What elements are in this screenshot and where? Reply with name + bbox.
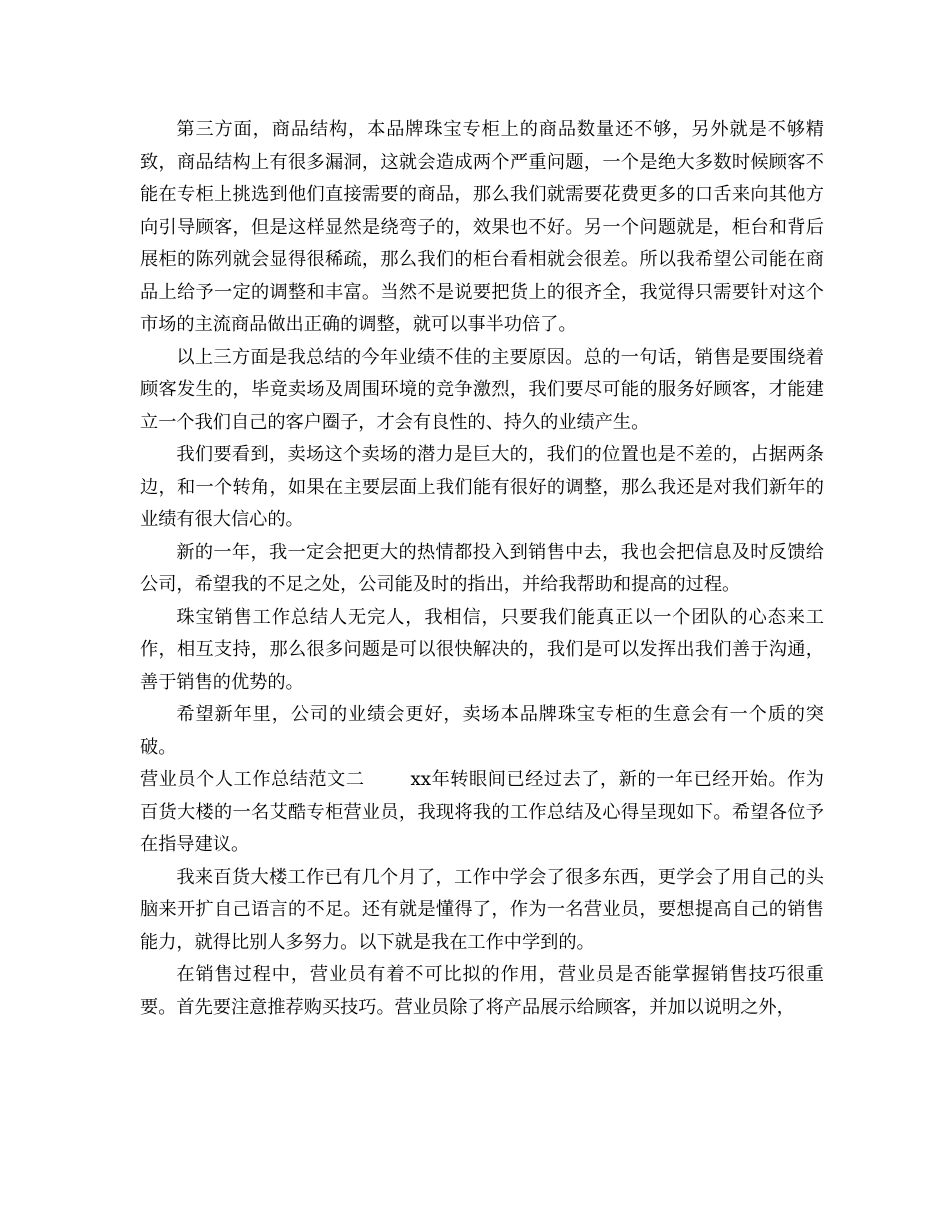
paragraph-new-year-hope: 希望新年里，公司的业绩会更好，卖场本品牌珠宝专柜的生意会有一个质的突破。 [140,704,824,758]
paragraph-teamwork: 珠宝销售工作总结人无完人，我相信，只要我们能真正以一个团队的心态来工作，相互支持，那么很多问题是可以很快解决的，我们是可以发挥出我们善于沟通，善于销售的优势的。 [140,606,824,693]
paragraph-sales-skills: 在销售过程中，营业员有着不可比拟的作用，营业员是否能掌握销售技巧很重要。首先要注意推荐购买技巧。营业员除了将产品展示给顾客，并加以说明之外， [140,964,824,1018]
section-intro-text: xx年转眼间已经过去了，新的一年已经开始。作为百货大楼的一名艾酷专柜营业员，我现将我的工作总结及心得呈现如下。希望各位予在指导建议。 [140,769,824,855]
section-title: 营业员个人工作总结范文二 [140,769,365,790]
document-body [140,114,824,1024]
section-two-intro-paragraph [140,764,824,862]
paragraph-new-year-commitment: 新的一年，我一定会把更大的热情都投入到销售中去，我也会把信息及时反馈给公司，希望我的不足之处，公司能及时的指出，并给我帮助和提高的过程。 [140,541,824,595]
paragraph-learning: 我来百货大楼工作已有几个月了，工作中学会了很多东西，更学会了用自己的头脑来开扩自己语言的不足。还有就是懂得了，作为一名营业员，要想提高自己的销售能力，就得比别人多努力。以下就是我在工作中学到的。 [140,866,824,953]
paragraph-store-potential: 我们要看到，卖场这个卖场的潜力是巨大的，我们的位置也是不差的，占据两条边，和一个转角，如果在主要层面上我们能有很好的调整，那么我还是对我们新年的业绩有很大信心的。 [140,444,824,530]
paragraph-merchandise-structure: 第三方面，商品结构，本品牌珠宝专柜上的商品数量还不够，另外就是不够精致，商品结构上有很多漏洞，这就会造成两个严重问题，一个是绝大多数时候顾客不能在专柜上挑选到他们直接需要的商品，那么我们就需要花费更多的口舌来向其他方向引导顾客，但是这样显然是绕弯子的，效果也不好。另一个问题就是，柜台和背后展柜的陈列就会显得很稀疏，那么我们的柜台看相就会很差。所以我希望公司能在商品上给予一定的调整和丰富。当然不是说要把货上的很齐全，我觉得只需要针对这个市场的主流商品做出正确的调整，就可以事半功倍了。 [140,119,824,335]
paragraph-summary-reasons: 以上三方面是我总结的今年业绩不佳的主要原因。总的一句话，销售是要围绕着顾客发生的，毕竟卖场及周围环境的竞争激烈，我们要尽可能的服务好顾客，才能建立一个我们自己的客户圈子，才会有良性的、持久的业绩产生。 [140,346,824,433]
